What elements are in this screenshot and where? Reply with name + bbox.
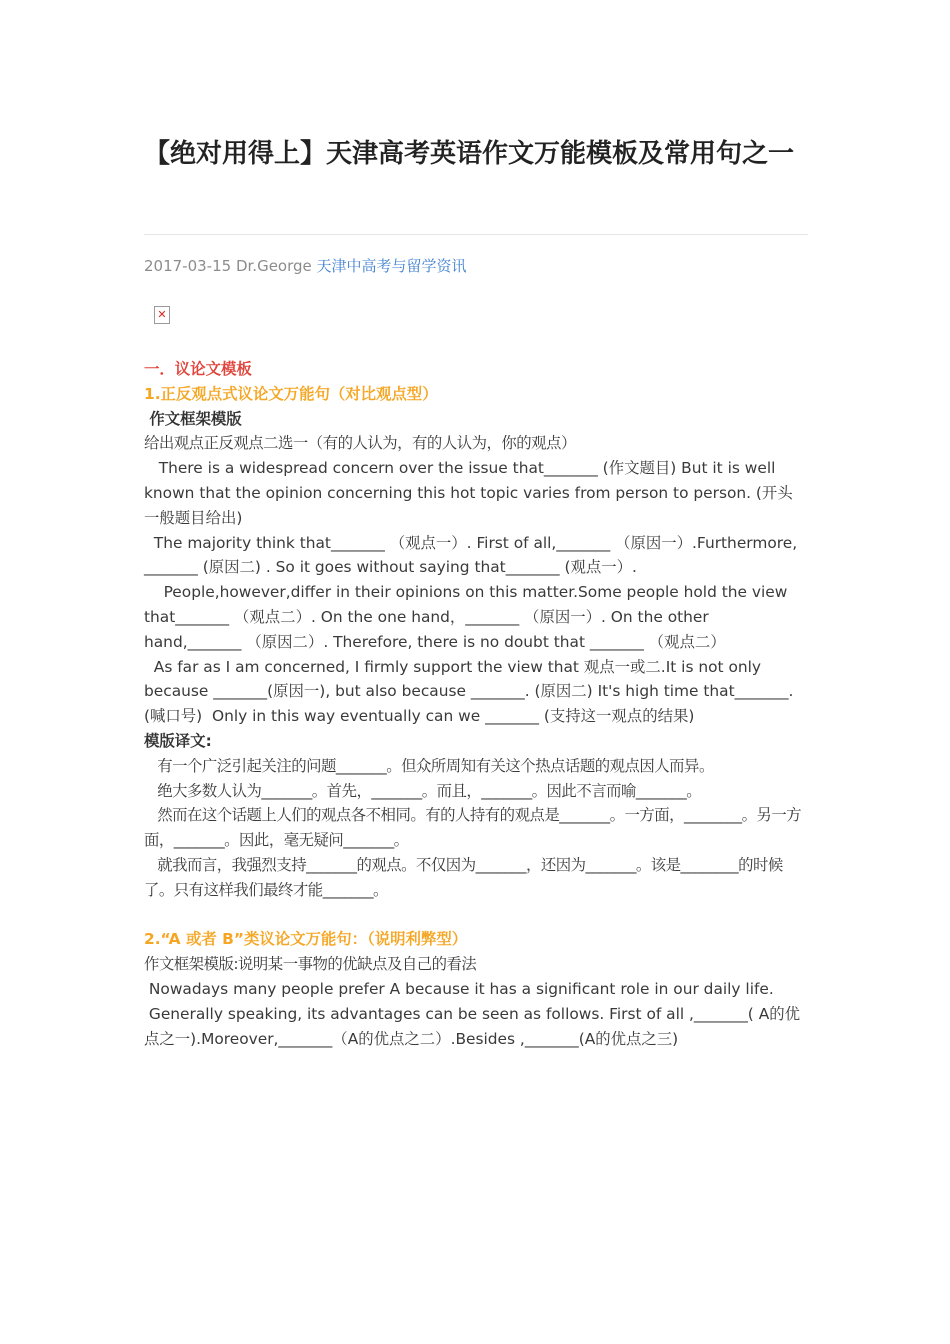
body-paragraph: Nowadays many people prefer A because it has a significant role in our daily life. (144, 979, 774, 998)
section-heading-argumentative: 一．议论文模板 (144, 360, 252, 378)
body-paragraph: As far as I am concerned, I firmly support the view that 观点一或二.It is not only because _______(原因一), but also because _______. (原因二) It's high time that_______. (喊口号) Only in this way eventually can we _______ (支持这一观点的结果) (144, 657, 799, 726)
broken-image-icon: ✕ (154, 306, 170, 324)
frame-heading: 作文框架模版 (144, 409, 242, 428)
article-meta (144, 255, 467, 277)
publish-date: 2017-03-15 (144, 257, 232, 275)
subheading-pro-con: 1.正反观点式议论文万能句（对比观点型） (144, 384, 438, 403)
body-paragraph: 给出观点正反观点二选一（有的人认为，有的人认为，你的观点） (144, 434, 576, 453)
article-title: 【绝对用得上】天津高考英语作文万能模板及常用句之一 (144, 139, 795, 169)
translation-paragraph: 就我而言，我强烈支持_______的观点。不仅因为_______，还因为_______。该是________的时候了。只有这样我们最终才能_______。 (144, 855, 783, 899)
translation-paragraph: 然而在这个话题上人们的观点各不相同。有的人持有的观点是_______。一方面，________。另一方面，_______。因此，毫无疑问_______。 (144, 806, 802, 850)
subheading-a-or-b: 2.“A 或者 B”类议论文万能句：（说明利弊型） (144, 930, 468, 949)
paragraph-spacer (144, 903, 808, 928)
body-paragraph: People,however,differ in their opinions on this matter.Some people hold the view that_______ （观点二）. On the one hand，_______ （原因一）. On the other hand,_______ （原因二）. Therefore, there is no doubt that _______ （观点二） (144, 583, 793, 651)
translation-heading: 模版译文: (144, 731, 212, 750)
article-body (144, 357, 808, 1051)
frame-line: 作文框架模版:说明某一事物的优缺点及自己的看法 (144, 955, 477, 974)
translation-paragraph: 绝大多数人认为_______。首先，_______。而且，_______。因此不言而喻_______。 (144, 781, 702, 800)
translation-paragraph: 有一个广泛引起关注的问题_______。但众所周知有关这个热点话题的观点因人而异。 (144, 756, 714, 775)
body-paragraph: The majority think that_______ （观点一）. First of all,_______ （原因一）.Furthermore, _______ (原因二) . So it goes without saying that_______ (观点一）. (144, 533, 803, 577)
title-divider (144, 234, 808, 235)
source-account-link[interactable]: 天津中高考与留学资讯 (316, 257, 467, 275)
body-paragraph: There is a widespread concern over the issue that_______ (作文题目) But it is well known that the opinion concerning this hot topic varies from person to person. (开头一般题目给出) (144, 459, 793, 527)
author-name: Dr.George (235, 257, 312, 275)
body-paragraph: Generally speaking, its advantages can be seen as follows. First of all ,_______( A的优点之一).Moreover,_______（A的优点之二）.Besides ,_______(A的优点之三) (144, 1004, 801, 1048)
